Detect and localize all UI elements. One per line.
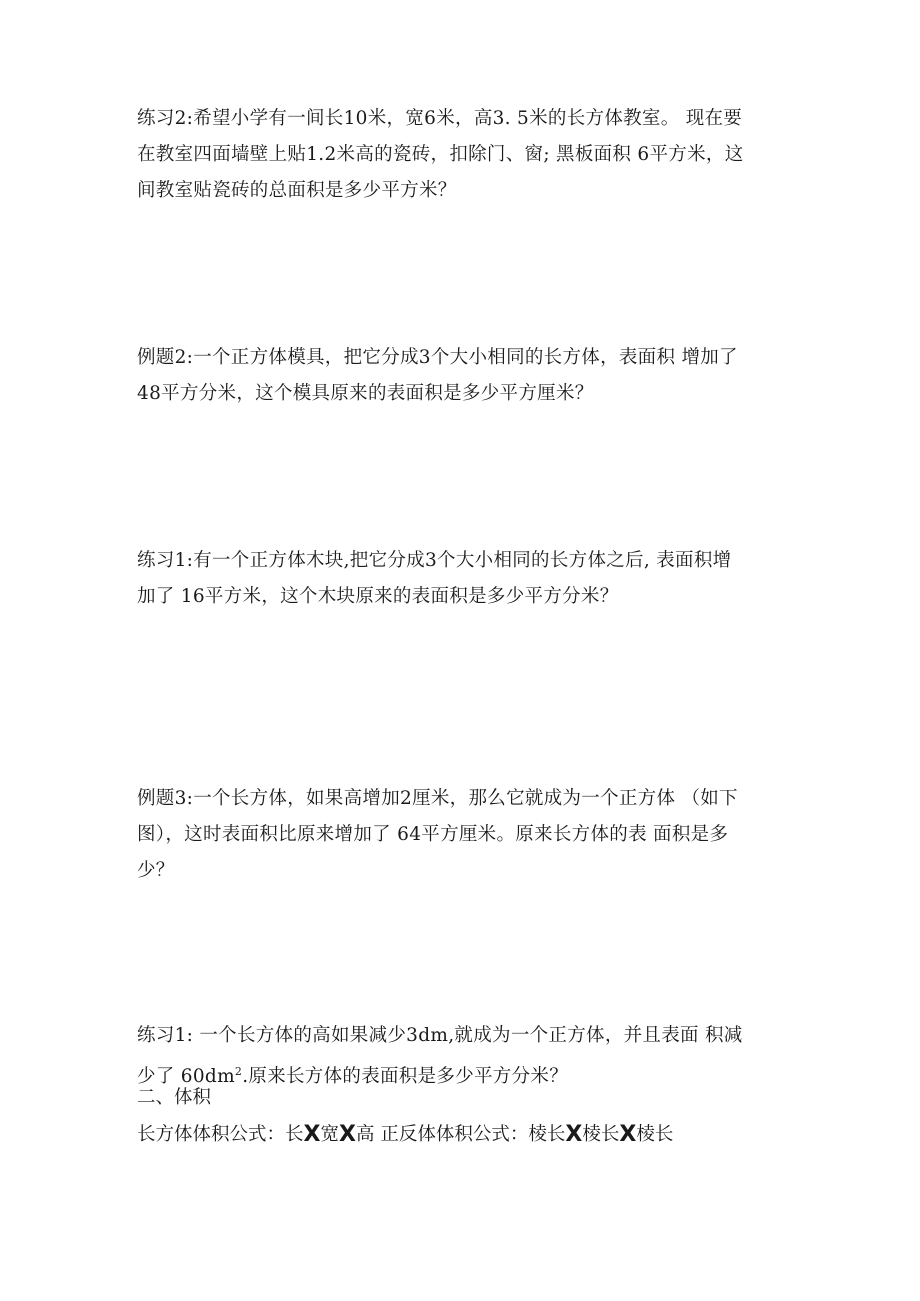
- formula-term: 棱长: [636, 1124, 674, 1145]
- text-line: 图），这时表面积比原来增加了 64平方厘米。原来长方体的表 面积是多: [137, 824, 729, 845]
- cuboid-formula-label: 长方体体积公式：: [137, 1124, 286, 1145]
- text-fragment: .原来长方体的表面积是多少平方分米？: [242, 1066, 569, 1087]
- times-sign: X: [565, 1122, 583, 1147]
- formula-term: 长: [285, 1124, 304, 1145]
- example-2-cube-mold: [137, 340, 787, 412]
- practice-1-cuboid-reduce: [137, 1018, 787, 1095]
- formula-term: 棱长: [582, 1124, 620, 1145]
- formula-term: 棱长: [528, 1124, 566, 1145]
- text-line: 间教室贴瓷砖的总面积是多少平方米？: [137, 180, 457, 201]
- practice-1-wood-block: [137, 543, 787, 615]
- text-line: 在教室四面墙壁上贴1.2米高的瓷砖，扣除门、窗; 黑板面积 6平方米，这: [137, 144, 744, 165]
- formula-term: 宽: [320, 1124, 340, 1145]
- section-heading: 二、体积: [137, 1087, 212, 1108]
- text-line: 少？: [137, 860, 175, 881]
- text-line: 48平方分米，这个模具原来的表面积是多少平方厘米？: [137, 383, 594, 404]
- text-line: [137, 1054, 787, 1095]
- volume-formulas: [137, 1120, 673, 1150]
- times-sign: X: [303, 1122, 321, 1147]
- example-3-cuboid-height: [137, 781, 787, 889]
- text-line: 练习1: 一个长方体的高如果减少3dm,就成为一个正方体，并且表面 积减: [137, 1025, 743, 1046]
- times-sign: X: [339, 1122, 356, 1147]
- text-line: 练习1:有一个正方体木块,把它分成3个大小相同的长方体之后, 表面积增: [137, 550, 732, 571]
- practice-2-classroom-tiles: [137, 101, 787, 209]
- text-line: 例题3:一个长方体，如果高增加2厘米，那么它就成为一个正方体 （如下: [137, 788, 738, 809]
- text-line: 加了 16平方米，这个木块原来的表面积是多少平方分米？: [137, 586, 619, 607]
- text-line: 例题2:一个正方体模具，把它分成3个大小相同的长方体，表面积 增加了: [137, 347, 738, 368]
- formula-term: 高: [355, 1124, 375, 1145]
- text-fragment: 少了 60dm: [137, 1066, 235, 1087]
- text-line: 练习2:希望小学有一间长10米，宽6米，高3. 5米的长方体教室。 现在要: [137, 108, 743, 129]
- cube-formula-label: 正反体体积公式：: [374, 1124, 529, 1145]
- times-sign: X: [619, 1122, 637, 1147]
- superscript: 2: [234, 1065, 243, 1078]
